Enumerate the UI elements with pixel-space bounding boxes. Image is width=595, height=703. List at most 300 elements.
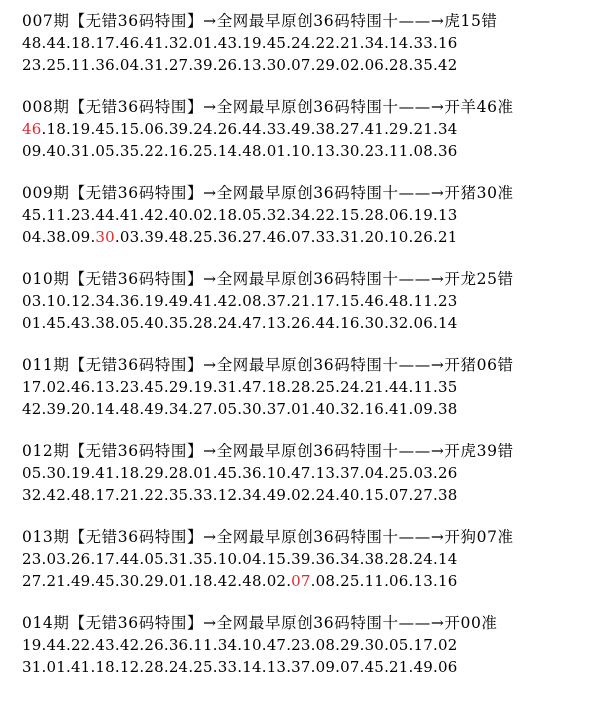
number-cell: 19 [70,120,91,138]
number-cell: 23 [291,636,311,654]
number-cell: 32 [340,400,360,418]
number-cell: 28 [144,658,164,676]
number-cell: 09 [70,228,91,246]
number-cell: 31 [168,550,189,568]
number-cell: 28 [389,550,409,568]
number-cell: 13 [266,314,287,332]
number-cell: 29 [389,120,409,138]
number-cell: 02 [437,636,458,654]
number-cell: 11 [70,56,91,74]
number-cell: 25 [193,228,213,246]
number-row: 32.42.48.17.21.22.35.33.12.34.49.02.24.40.15.07.27.38 [22,486,458,504]
number-cell: 44 [46,636,66,654]
number-cell: 01 [46,658,66,676]
number-cell: 17 [22,378,42,396]
period-block [22,182,590,248]
number-cell: 32 [22,486,42,504]
number-row: 09.40.31.05.35.22.16.25.14.48.01.10.13.30.23.11.08.36 [22,142,458,160]
number-cell: 22 [70,636,91,654]
number-cell: 46 [364,292,385,310]
number-row: 01.45.43.38.05.40.35.28.24.47.13.26.44.16.30.32.06.14 [22,314,458,332]
number-cell: 47 [242,378,262,396]
number-cell: 04 [242,550,262,568]
number-row: 23.03.26.17.44.05.31.35.10.04.15.39.36.34.38.28.24.14 [22,550,458,568]
number-cell: 36 [437,142,458,160]
number-cell: 21 [413,120,433,138]
number-cell: 28 [364,206,385,224]
number-cell: 31 [144,56,164,74]
number-cell: 19 [144,292,164,310]
number-cell: 22 [144,486,164,504]
number-cell: 41 [144,34,164,52]
number-cell: 34 [364,34,385,52]
number-cell: 27 [193,400,213,418]
number-cell: 49 [291,120,311,138]
number-cell: 42 [217,292,238,310]
number-cell: 45 [95,572,115,590]
number-cell: 07 [389,486,409,504]
number-cell: 36 [168,636,189,654]
number-cell: 05 [242,206,262,224]
number-cell: 34 [168,400,189,418]
number-cell: 43 [95,636,115,654]
number-cell: 30 [266,56,287,74]
number-cell: 30 [340,142,360,160]
number-cell: 09 [315,658,336,676]
number-cell: 27 [22,572,42,590]
period-block [22,440,590,506]
number-cell: 02 [266,572,287,590]
number-cell: 41 [193,292,213,310]
number-cell: 02 [193,206,213,224]
number-cell: 21 [46,572,66,590]
number-cell: 30 [364,314,385,332]
number-cell: 23 [437,292,458,310]
number-cell: 10 [217,550,238,568]
number-row: 42.39.20.14.48.49.34.27.05.30.37.01.40.32.16.41.09.38 [22,400,458,418]
number-cell: 13 [315,142,336,160]
number-cell: 04 [364,464,385,482]
number-cell: 05 [95,142,115,160]
number-cell: 45 [22,206,42,224]
number-cell: 34 [95,292,115,310]
number-cell: 49 [168,292,189,310]
number-row: 31.01.41.18.12.28.24.25.33.14.13.37.09.07.45.21.49.06 [22,658,458,676]
number-cell: 35 [413,56,433,74]
number-cell: 19 [242,34,262,52]
number-cell: 01 [193,464,213,482]
number-cell: 13 [95,378,115,396]
number-cell: 11 [364,572,385,590]
number-cell: 23 [22,550,42,568]
number-cell: 08 [413,142,433,160]
number-row: 23.25.11.36.04.31.27.39.26.13.30.07.29.02.06.28.35.42 [22,56,458,74]
number-cell: 19 [22,636,42,654]
number-cell: 25 [193,658,213,676]
number-cell: 08 [315,572,336,590]
number-cell: 47 [242,314,262,332]
number-cell: 32 [266,206,287,224]
number-cell: 28 [193,314,213,332]
number-cell: 13 [242,56,262,74]
number-row: 46.18.19.45.15.06.39.24.26.44.33.49.38.27.41.29.21.34 [22,120,458,138]
number-cell: 15 [364,486,385,504]
number-cell: 16 [168,142,189,160]
number-row: 48.44.18.17.46.41.32.01.43.19.45.24.22.21.34.14.33.16 [22,34,458,52]
number-cell: 03 [22,292,42,310]
number-cell: 39 [144,228,164,246]
period-title: 012期【无错36码特围】→全网最早原创36码特围十——→开虎39错 [22,442,514,460]
period-title: 014期【无错36码特围】→全网最早原创36码特围十——→开00准 [22,614,498,632]
number-cell: 21 [291,292,311,310]
number-cell: 36 [95,56,115,74]
number-cell: 05 [22,464,42,482]
number-cell: 26 [144,636,164,654]
number-cell: 40 [168,206,189,224]
number-cell: 24 [217,314,238,332]
number-cell: 21 [364,378,385,396]
number-cell: 13 [315,464,336,482]
number-cell: 40 [340,486,360,504]
number-cell: 36 [315,550,336,568]
number-cell: 27 [168,56,189,74]
number-cell: 13 [266,658,287,676]
number-cell: 15 [119,120,140,138]
number-cell: 09 [413,400,433,418]
number-cell: 08 [242,292,262,310]
number-cell: 46 [22,120,42,138]
number-cell: 10 [389,228,409,246]
number-cell: 08 [315,636,336,654]
number-cell: 29 [144,572,164,590]
period-title: 009期【无错36码特围】→全网最早原创36码特围十——→开猪30准 [22,184,514,202]
number-cell: 21 [389,658,409,676]
period-title: 011期【无错36码特围】→全网最早原创36码特围十——→开猪06错 [22,356,514,374]
number-cell: 03 [413,464,433,482]
number-cell: 01 [168,572,189,590]
number-cell: 37 [291,658,311,676]
number-cell: 05 [144,550,164,568]
number-cell: 12 [217,486,238,504]
number-cell: 21 [437,228,458,246]
number-cell: 05 [119,314,140,332]
number-cell: 14 [217,142,238,160]
number-cell: 45 [144,378,164,396]
number-row: 05.30.19.41.18.29.28.01.45.36.10.47.13.37.04.25.03.26 [22,464,458,482]
number-cell: 10 [291,142,311,160]
number-cell: 44 [46,34,66,52]
number-cell: 07 [291,228,311,246]
number-cell: 20 [364,228,385,246]
number-cell: 18 [95,658,115,676]
number-cell: 45 [266,34,287,52]
number-cell: 27 [340,120,360,138]
period-block [22,612,590,678]
number-cell: 44 [242,120,262,138]
number-cell: 07 [291,56,311,74]
number-cell: 18 [193,572,213,590]
number-cell: 10 [266,464,287,482]
number-cell: 48 [22,34,42,52]
number-cell: 35 [168,314,189,332]
number-cell: 31 [217,378,238,396]
prediction-document [22,10,590,698]
number-cell: 42 [217,572,238,590]
number-cell: 32 [389,314,409,332]
number-cell: 42 [22,400,42,418]
number-cell: 37 [266,292,287,310]
number-cell: 35 [437,378,458,396]
number-cell: 14 [95,400,115,418]
period-block [22,526,590,592]
number-cell: 25 [315,378,336,396]
number-cell: 48 [168,228,189,246]
number-cell: 29 [144,464,164,482]
number-cell: 48 [70,486,91,504]
number-cell: 44 [389,378,409,396]
number-cell: 16 [364,400,385,418]
number-cell: 33 [193,486,213,504]
number-cell: 46 [70,378,91,396]
number-cell: 18 [119,464,140,482]
number-cell: 43 [217,34,238,52]
number-cell: 36 [217,228,238,246]
number-cell: 26 [217,56,238,74]
number-cell: 15 [340,206,360,224]
number-cell: 11 [413,378,433,396]
number-cell: 47 [266,636,287,654]
number-cell: 33 [315,228,336,246]
number-cell: 36 [119,292,140,310]
number-row: 04.38.09.30.03.39.48.25.36.27.46.07.33.31.20.10.26.21 [22,228,458,246]
number-cell: 11 [413,292,433,310]
period-title: 007期【无错36码特围】→全网最早原创36码特围十——→虎15错 [22,12,498,30]
number-cell: 45 [95,120,115,138]
number-cell: 23 [70,206,91,224]
number-cell: 26 [70,550,91,568]
number-cell: 42 [437,56,458,74]
number-cell: 10 [242,636,262,654]
period-title: 008期【无错36码特围】→全网最早原创36码特围十——→开羊46准 [22,98,514,116]
number-cell: 46 [119,34,140,52]
number-cell: 22 [315,206,336,224]
number-cell: 34 [437,120,458,138]
number-cell: 17 [95,34,115,52]
number-cell: 42 [144,206,164,224]
number-cell: 06 [364,56,385,74]
number-cell: 18 [46,120,66,138]
number-cell: 04 [119,56,140,74]
number-cell: 44 [119,550,140,568]
number-cell: 39 [46,400,66,418]
number-row: 27.21.49.45.30.29.01.18.42.48.02.07.08.25.11.06.13.16 [22,572,458,590]
number-cell: 48 [242,572,262,590]
number-cell: 30 [364,636,385,654]
number-cell: 06 [389,206,409,224]
number-cell: 29 [168,378,189,396]
number-cell: 47 [291,464,311,482]
number-cell: 33 [217,658,238,676]
number-cell: 38 [95,314,115,332]
number-cell: 18 [70,34,91,52]
number-cell: 13 [413,572,433,590]
number-cell: 46 [266,228,287,246]
number-cell: 49 [144,400,164,418]
number-cell: 17 [413,636,433,654]
number-cell: 23 [22,56,42,74]
number-cell: 33 [413,34,433,52]
number-cell: 26 [437,464,458,482]
number-cell: 41 [389,400,409,418]
number-cell: 24 [168,658,189,676]
number-cell: 14 [242,658,262,676]
period-block [22,96,590,162]
number-cell: 39 [168,120,189,138]
number-cell: 34 [291,206,311,224]
number-cell: 02 [291,486,311,504]
number-cell: 06 [144,120,164,138]
number-cell: 11 [46,206,66,224]
number-cell: 38 [437,486,458,504]
number-cell: 06 [413,314,433,332]
number-cell: 28 [291,378,311,396]
number-cell: 39 [193,56,213,74]
number-cell: 25 [389,464,409,482]
number-cell: 15 [340,292,360,310]
number-cell: 37 [266,400,287,418]
number-cell: 24 [193,120,213,138]
number-cell: 03 [46,550,66,568]
number-cell: 41 [364,120,385,138]
number-cell: 22 [144,142,164,160]
number-cell: 19 [193,378,213,396]
number-cell: 07 [340,658,360,676]
number-cell: 40 [46,142,66,160]
number-cell: 18 [217,206,238,224]
number-cell: 27 [242,228,262,246]
number-cell: 21 [119,486,140,504]
number-cell: 43 [70,314,91,332]
number-cell: 01 [266,142,287,160]
number-cell: 28 [389,56,409,74]
number-cell: 33 [266,120,287,138]
number-cell: 26 [217,120,238,138]
number-cell: 17 [315,292,336,310]
number-cell: 49 [413,658,433,676]
number-cell: 16 [437,34,458,52]
number-row: 03.10.12.34.36.19.49.41.42.08.37.21.17.15.46.48.11.23 [22,292,458,310]
number-cell: 05 [217,400,238,418]
number-row: 17.02.46.13.23.45.29.19.31.47.18.28.25.24.21.44.11.35 [22,378,458,396]
number-cell: 19 [413,206,433,224]
number-cell: 28 [168,464,189,482]
number-cell: 16 [340,314,360,332]
number-cell: 14 [437,314,458,332]
number-cell: 25 [340,572,360,590]
number-cell: 35 [119,142,140,160]
number-cell: 31 [70,142,91,160]
number-cell: 38 [437,400,458,418]
number-cell: 35 [193,550,213,568]
number-cell: 02 [340,56,360,74]
number-cell: 29 [315,56,336,74]
number-cell: 34 [340,550,360,568]
number-cell: 38 [364,550,385,568]
number-cell: 01 [291,400,311,418]
number-cell: 35 [168,486,189,504]
number-cell: 42 [46,486,66,504]
number-cell: 38 [315,120,336,138]
number-cell: 45 [364,658,385,676]
number-cell: 32 [168,34,189,52]
number-cell: 23 [364,142,385,160]
number-cell: 25 [193,142,213,160]
period-block [22,10,590,76]
number-cell: 34 [242,486,262,504]
number-cell: 44 [315,314,336,332]
number-cell: 41 [95,464,115,482]
number-cell: 49 [266,486,287,504]
number-cell: 29 [340,636,360,654]
number-cell: 49 [70,572,91,590]
number-cell: 31 [340,228,360,246]
number-cell: 40 [144,314,164,332]
number-cell: 18 [266,378,287,396]
number-cell: 30 [119,572,140,590]
number-cell: 42 [119,636,140,654]
number-cell: 15 [266,550,287,568]
period-title: 013期【无错36码特围】→全网最早原创36码特围十——→开狗07准 [22,528,514,546]
number-cell: 24 [413,550,433,568]
number-cell: 06 [437,658,458,676]
number-cell: 12 [119,658,140,676]
number-cell: 05 [389,636,409,654]
period-block [22,354,590,420]
number-cell: 37 [340,464,360,482]
number-cell: 27 [413,486,433,504]
number-cell: 30 [242,400,262,418]
number-cell: 36 [242,464,262,482]
number-cell: 03 [119,228,140,246]
number-row: 19.44.22.43.42.26.36.11.34.10.47.23.08.29.30.05.17.02 [22,636,458,654]
number-row: 45.11.23.44.41.42.40.02.18.05.32.34.22.15.28.06.19.13 [22,206,458,224]
number-cell: 21 [340,34,360,52]
number-cell: 01 [193,34,213,52]
number-cell: 17 [95,550,115,568]
number-cell: 11 [389,142,409,160]
number-cell: 34 [217,636,238,654]
number-cell: 25 [46,56,66,74]
number-cell: 38 [46,228,66,246]
number-cell: 01 [22,314,42,332]
number-cell: 17 [95,486,115,504]
number-cell: 14 [389,34,409,52]
number-cell: 45 [46,314,66,332]
number-cell: 48 [119,400,140,418]
number-cell: 41 [119,206,140,224]
number-cell: 30 [95,228,115,246]
number-cell: 13 [437,206,458,224]
number-cell: 12 [70,292,91,310]
number-cell: 04 [22,228,42,246]
number-cell: 31 [22,658,42,676]
number-cell: 26 [291,314,311,332]
number-cell: 23 [119,378,140,396]
number-cell: 07 [291,572,311,590]
number-cell: 24 [340,378,360,396]
number-cell: 41 [70,658,91,676]
number-cell: 22 [315,34,336,52]
